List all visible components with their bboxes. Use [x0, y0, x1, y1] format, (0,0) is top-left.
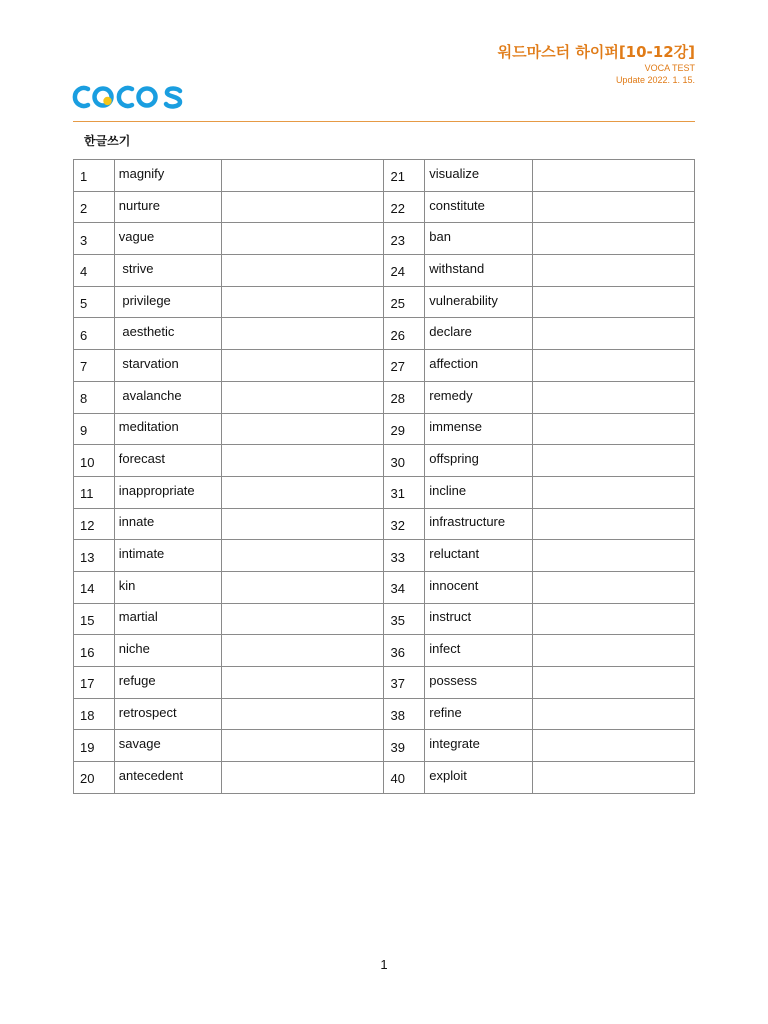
vocab-word: infrastructure — [425, 508, 533, 540]
table-row — [74, 603, 695, 635]
item-number: 26 — [384, 318, 425, 350]
item-number: 27 — [384, 350, 425, 382]
vocab-word: innocent — [425, 571, 533, 603]
item-number: 2 — [74, 191, 115, 223]
vocab-word: avalanche — [114, 381, 222, 413]
table-row — [74, 381, 695, 413]
document-title: 워드마스터 하이퍼[10-12강] — [497, 43, 695, 61]
answer-cell[interactable] — [532, 603, 694, 635]
vocab-word: magnify — [114, 160, 222, 192]
item-number: 19 — [74, 730, 115, 762]
answer-cell[interactable] — [532, 667, 694, 699]
answer-cell[interactable] — [222, 667, 384, 699]
item-number: 28 — [384, 381, 425, 413]
answer-cell[interactable] — [222, 540, 384, 572]
vocab-word: declare — [425, 318, 533, 350]
answer-cell[interactable] — [532, 730, 694, 762]
answer-cell[interactable] — [222, 413, 384, 445]
answer-cell[interactable] — [532, 508, 694, 540]
vocab-word: retrospect — [114, 698, 222, 730]
vocab-table — [73, 159, 695, 794]
answer-cell[interactable] — [222, 635, 384, 667]
answer-cell[interactable] — [532, 635, 694, 667]
answer-cell[interactable] — [532, 571, 694, 603]
table-row — [74, 508, 695, 540]
item-number: 6 — [74, 318, 115, 350]
document-header — [498, 42, 695, 86]
item-number: 14 — [74, 571, 115, 603]
item-number: 23 — [384, 223, 425, 255]
vocab-word: kin — [114, 571, 222, 603]
table-row — [74, 318, 695, 350]
item-number: 13 — [74, 540, 115, 572]
answer-cell[interactable] — [222, 698, 384, 730]
answer-cell[interactable] — [222, 160, 384, 192]
item-number: 33 — [384, 540, 425, 572]
answer-cell[interactable] — [222, 476, 384, 508]
vocab-word: niche — [114, 635, 222, 667]
vocab-word: integrate — [425, 730, 533, 762]
answer-cell[interactable] — [222, 762, 384, 794]
answer-cell[interactable] — [532, 413, 694, 445]
item-number: 8 — [74, 381, 115, 413]
vocab-word: inappropriate — [114, 476, 222, 508]
answer-cell[interactable] — [222, 603, 384, 635]
item-number: 17 — [74, 667, 115, 699]
table-row — [74, 762, 695, 794]
answer-cell[interactable] — [222, 223, 384, 255]
item-number: 5 — [74, 286, 115, 318]
item-number: 16 — [74, 635, 115, 667]
table-row — [74, 476, 695, 508]
vocab-word: vulnerability — [425, 286, 533, 318]
item-number: 34 — [384, 571, 425, 603]
table-row — [74, 160, 695, 192]
vocab-word: constitute — [425, 191, 533, 223]
vocab-word: offspring — [425, 445, 533, 477]
table-row — [74, 191, 695, 223]
answer-cell[interactable] — [222, 381, 384, 413]
item-number: 29 — [384, 413, 425, 445]
answer-cell[interactable] — [532, 476, 694, 508]
answer-cell[interactable] — [532, 381, 694, 413]
item-number: 4 — [74, 255, 115, 287]
vocab-word: immense — [425, 413, 533, 445]
vocab-word: nurture — [114, 191, 222, 223]
item-number: 20 — [74, 762, 115, 794]
answer-cell[interactable] — [532, 445, 694, 477]
table-row — [74, 730, 695, 762]
item-number: 9 — [74, 413, 115, 445]
item-number: 36 — [384, 635, 425, 667]
vocab-word: starvation — [114, 350, 222, 382]
header-divider — [73, 121, 695, 122]
item-number: 21 — [384, 160, 425, 192]
item-number: 15 — [74, 603, 115, 635]
table-row — [74, 635, 695, 667]
item-number: 10 — [74, 445, 115, 477]
test-type-label: VOCA TEST — [644, 63, 695, 73]
vocab-word: infect — [425, 635, 533, 667]
item-number: 11 — [74, 476, 115, 508]
item-number: 1 — [74, 160, 115, 192]
vocab-word: privilege — [114, 286, 222, 318]
answer-cell[interactable] — [532, 318, 694, 350]
answer-cell[interactable] — [532, 160, 694, 192]
item-number: 31 — [384, 476, 425, 508]
vocab-word: forecast — [114, 445, 222, 477]
item-number: 37 — [384, 667, 425, 699]
table-row — [74, 540, 695, 572]
table-row — [74, 350, 695, 382]
item-number: 39 — [384, 730, 425, 762]
item-number: 12 — [74, 508, 115, 540]
vocab-word: savage — [114, 730, 222, 762]
table-row — [74, 445, 695, 477]
item-number: 22 — [384, 191, 425, 223]
answer-cell[interactable] — [532, 223, 694, 255]
item-number: 30 — [384, 445, 425, 477]
cocos-logo — [72, 82, 186, 112]
vocab-word: remedy — [425, 381, 533, 413]
vocab-word: martial — [114, 603, 222, 635]
item-number: 24 — [384, 255, 425, 287]
answer-cell[interactable] — [222, 286, 384, 318]
item-number: 18 — [74, 698, 115, 730]
vocab-word: refine — [425, 698, 533, 730]
vocab-word: possess — [425, 667, 533, 699]
answer-cell[interactable] — [532, 698, 694, 730]
table-row — [74, 571, 695, 603]
vocab-word: antecedent — [114, 762, 222, 794]
answer-cell[interactable] — [222, 255, 384, 287]
answer-cell[interactable] — [532, 762, 694, 794]
vocab-word: reluctant — [425, 540, 533, 572]
update-date: Update 2022. 1. 15. — [615, 75, 695, 85]
vocab-word: meditation — [114, 413, 222, 445]
vocab-word: visualize — [425, 160, 533, 192]
answer-cell[interactable] — [532, 286, 694, 318]
vocab-word: affection — [425, 350, 533, 382]
vocab-word: incline — [425, 476, 533, 508]
table-row — [74, 413, 695, 445]
table-row — [74, 286, 695, 318]
section-label: 한글쓰기 — [84, 134, 131, 148]
vocab-word: intimate — [114, 540, 222, 572]
answer-cell[interactable] — [532, 255, 694, 287]
table-row — [74, 255, 695, 287]
answer-cell[interactable] — [222, 730, 384, 762]
vocab-word: ban — [425, 223, 533, 255]
vocab-word: strive — [114, 255, 222, 287]
answer-cell[interactable] — [222, 318, 384, 350]
answer-cell[interactable] — [532, 191, 694, 223]
answer-cell[interactable] — [532, 540, 694, 572]
vocab-word: withstand — [425, 255, 533, 287]
item-number: 7 — [74, 350, 115, 382]
answer-cell[interactable] — [222, 445, 384, 477]
table-row — [74, 667, 695, 699]
item-number: 38 — [384, 698, 425, 730]
vocab-word: instruct — [425, 603, 533, 635]
item-number: 35 — [384, 603, 425, 635]
vocab-word: aesthetic — [114, 318, 222, 350]
vocab-word: vague — [114, 223, 222, 255]
vocab-word: exploit — [425, 762, 533, 794]
answer-cell[interactable] — [222, 571, 384, 603]
answer-cell[interactable] — [222, 350, 384, 382]
answer-cell[interactable] — [222, 508, 384, 540]
item-number: 32 — [384, 508, 425, 540]
table-row — [74, 223, 695, 255]
item-number: 25 — [384, 286, 425, 318]
table-row — [74, 698, 695, 730]
item-number: 40 — [384, 762, 425, 794]
item-number: 3 — [74, 223, 115, 255]
page-number: 1 — [380, 957, 388, 972]
vocab-word: innate — [114, 508, 222, 540]
answer-cell[interactable] — [532, 350, 694, 382]
vocab-word: refuge — [114, 667, 222, 699]
answer-cell[interactable] — [222, 191, 384, 223]
